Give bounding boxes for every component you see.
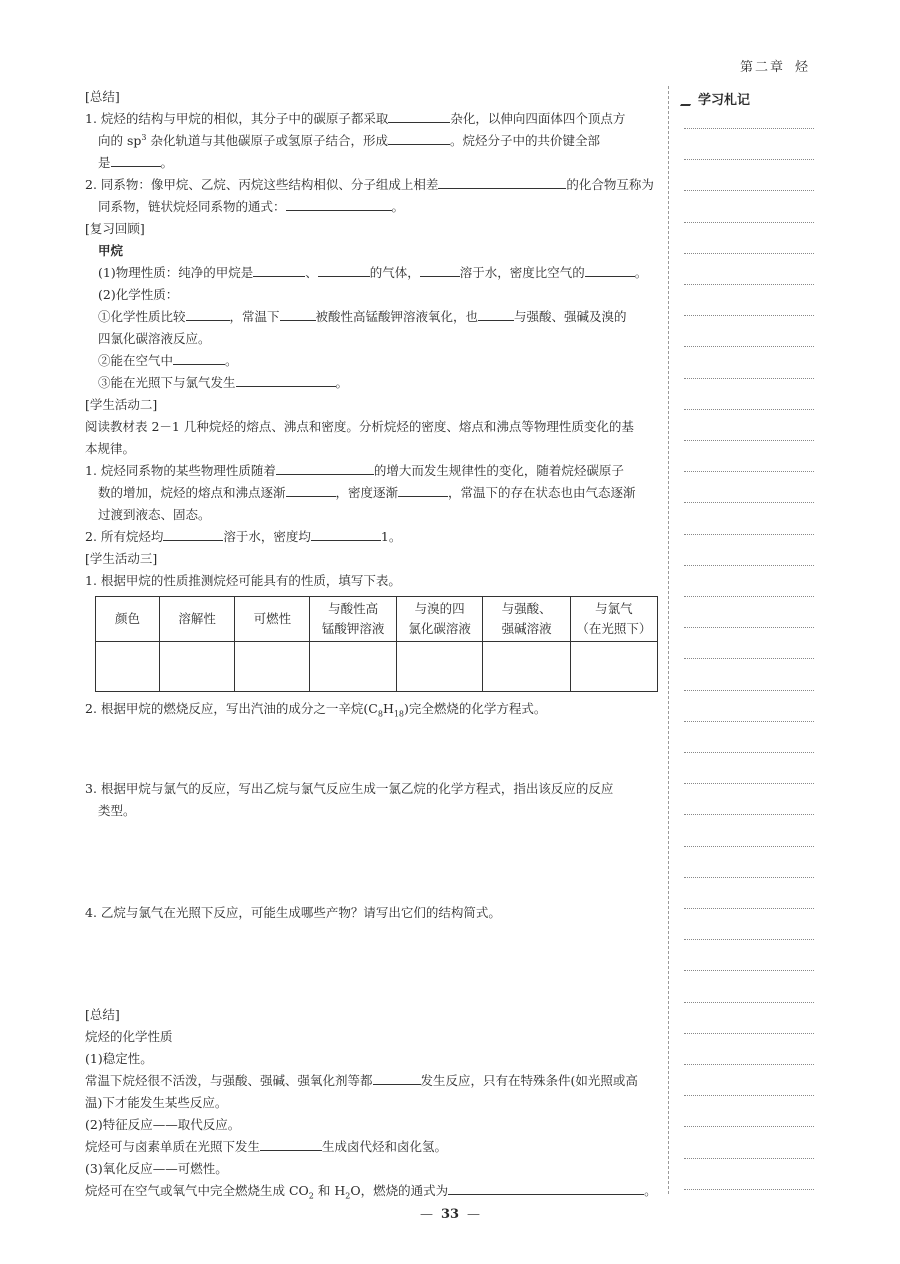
fill-blank[interactable] [111, 152, 161, 167]
table-answer-row [96, 642, 658, 692]
note-line[interactable] [684, 1189, 814, 1190]
summary2-line: (3)氧化反应——可燃性。 [85, 1161, 228, 1176]
activity2-line: 1. 烷烃同系物的某些物理性质随着 的增大而发生规律性的变化，随着烷烃碳原子 [85, 460, 660, 482]
fill-blank[interactable] [448, 1180, 644, 1195]
fill-blank[interactable] [173, 350, 225, 365]
note-line[interactable] [684, 222, 814, 223]
table-header-cell: 与强酸、 强碱溶液 [483, 597, 570, 642]
table-header-cell: 与氯气 （在光照下） [570, 597, 657, 642]
activity2-intro: 阅读教材表 2－1 几种烷烃的熔点、沸点和密度。分析烷烃的密度、熔点和沸点等物理性质变化的基 [85, 419, 634, 434]
fill-blank[interactable] [311, 526, 381, 541]
section-tag: [复习回顾] [85, 221, 145, 236]
fill-blank[interactable] [585, 262, 635, 277]
activity2-line: 2. 所有烷烃均 溶于水，密度均 1。 [85, 526, 660, 548]
fill-blank[interactable] [420, 262, 460, 277]
chapter-title: 烃 [795, 60, 811, 75]
fill-blank[interactable] [286, 482, 336, 497]
fill-blank[interactable] [276, 460, 374, 475]
summary2-line: 烷烃可与卤素单质在光照下发生 生成卤代烃和卤化氢。 [85, 1136, 660, 1158]
table-answer-cell[interactable] [96, 642, 160, 692]
activity3-question: 类型。 [98, 803, 136, 818]
note-line[interactable] [684, 783, 814, 784]
fill-blank[interactable] [398, 482, 448, 497]
note-line[interactable] [684, 1002, 814, 1003]
note-line[interactable] [684, 253, 814, 254]
activity3-question: 3. 根据甲烷与氯气的反应，写出乙烷与氯气反应生成一氯乙烷的化学方程式，指出该反应的反应 [85, 781, 614, 796]
chapter-label: 第二章 [740, 60, 786, 75]
summary2-line: 温)下才能发生某些反应。 [85, 1095, 228, 1110]
activity2-line: 数的增加，烷烃的熔点和沸点逐渐 ，密度逐渐 ，常温下的存在状态也由气态逐渐 [85, 482, 660, 504]
summary1-line: 是 。 [85, 152, 660, 174]
note-line[interactable] [684, 346, 814, 347]
table-header-cell: 可燃性 [235, 597, 310, 642]
note-line[interactable] [684, 128, 814, 129]
answer-space[interactable] [85, 924, 660, 1004]
fill-blank[interactable] [186, 306, 230, 321]
activity3-question: 4. 乙烷与氯气在光照下反应，可能生成哪些产物？请写出它们的结构简式。 [85, 905, 501, 920]
summary2-line: (1)稳定性。 [85, 1051, 153, 1066]
fill-blank[interactable] [438, 174, 566, 189]
note-line[interactable] [684, 534, 814, 535]
summary2-line: 烷烃可在空气或氧气中完全燃烧生成 $CO_2$ 和 $H_2O$，燃烧的通式为 。 [85, 1180, 660, 1202]
table-answer-cell[interactable] [159, 642, 234, 692]
summary2-line: (2)特征反应——取代反应。 [85, 1117, 241, 1132]
table-answer-cell[interactable] [396, 642, 483, 692]
page-number: — 33 — [419, 1207, 481, 1222]
table-header-cell: 颜色 [96, 597, 160, 642]
note-line[interactable] [684, 502, 814, 503]
note-line[interactable] [684, 814, 814, 815]
table-answer-cell[interactable] [310, 642, 397, 692]
summary1-line: 向的 $sp^3$ 杂化轨道与其他碳原子或氢原子结合，形成 。烷烃分子中的共价键全部 [85, 130, 660, 152]
review-line: (1)物理性质：纯净的甲烷是 、 的气体， 溶于水，密度比空气的 。 [85, 262, 660, 284]
note-line[interactable] [684, 315, 814, 316]
fill-blank[interactable] [286, 196, 392, 211]
pen-icon [680, 92, 698, 106]
activity3-question: 1. 根据甲烷的性质推测烷烃可能具有的性质，填写下表。 [85, 573, 401, 588]
note-line[interactable] [684, 846, 814, 847]
note-line[interactable] [684, 471, 814, 472]
table-answer-cell[interactable] [483, 642, 570, 692]
review-line: (2)化学性质： [98, 287, 179, 302]
summary1-line: 2. 同系物：像甲烷、乙烷、丙烷这些结构相似、分子组成上相差 的化合物互称为 [85, 174, 660, 196]
review-line: 四氯化碳溶液反应。 [98, 331, 211, 346]
note-line[interactable] [684, 1095, 814, 1096]
worksheet-content [85, 86, 660, 1202]
fill-blank[interactable] [373, 1070, 421, 1085]
table-header-cell: 与酸性高 锰酸钾溶液 [310, 597, 397, 642]
table-header-cell: 溶解性 [159, 597, 234, 642]
table-answer-cell[interactable] [570, 642, 657, 692]
fill-blank[interactable] [388, 108, 450, 123]
note-line[interactable] [684, 970, 814, 971]
note-line[interactable] [684, 409, 814, 410]
properties-table [95, 596, 658, 692]
activity2-line: 过渡到液态、固态。 [98, 507, 211, 522]
note-line[interactable] [684, 690, 814, 691]
note-line[interactable] [684, 565, 814, 566]
activity2-intro: 本规律。 [85, 441, 136, 456]
fill-blank[interactable] [478, 306, 514, 321]
note-line[interactable] [684, 658, 814, 659]
table-answer-cell[interactable] [235, 642, 310, 692]
review-line: ①化学性质比较 ，常温下 被酸性高锰酸钾溶液氧化，也 与强酸、强碱及溴的 [85, 306, 660, 328]
fill-blank[interactable] [163, 526, 223, 541]
table-header-row [96, 597, 658, 642]
fill-blank[interactable] [236, 372, 336, 387]
fill-blank[interactable] [253, 262, 305, 277]
note-line[interactable] [684, 721, 814, 722]
answer-space[interactable] [85, 720, 660, 778]
notes-heading [684, 89, 750, 108]
summary1-line: 同系物，链状烷烃同系物的通式： 。 [85, 196, 660, 218]
column-divider [668, 86, 669, 1194]
note-line[interactable] [684, 908, 814, 909]
note-line[interactable] [684, 190, 814, 191]
note-line[interactable] [684, 627, 814, 628]
note-line[interactable] [684, 877, 814, 878]
summary1-line: 1. 烷烃的结构与甲烷的相似，其分子中的碳原子都采取 杂化，以伸向四面体四个顶点方 [85, 108, 660, 130]
review-heading: 甲烷 [98, 243, 124, 258]
summary2-line: 常温下烷烃很不活泼，与强酸、强碱、强氧化剂等都 发生反应，只有在特殊条件(如光照或高 [85, 1070, 660, 1092]
note-line[interactable] [684, 1126, 814, 1127]
chapter-header [740, 56, 810, 75]
fill-blank[interactable] [388, 130, 450, 145]
note-line[interactable] [684, 1033, 814, 1034]
notes-title: 学习札记 [698, 93, 751, 108]
section-tag: [总结] [85, 89, 120, 104]
note-line[interactable] [684, 284, 814, 285]
note-line[interactable] [684, 939, 814, 940]
review-line: ②能在空气中 。 [85, 350, 660, 372]
section-tag: [总结] [85, 1007, 120, 1022]
note-line[interactable] [684, 1158, 814, 1159]
note-line[interactable] [684, 596, 814, 597]
note-line[interactable] [684, 752, 814, 753]
note-line[interactable] [684, 159, 814, 160]
review-line: ③能在光照下与氯气发生 。 [85, 372, 660, 394]
summary2-heading: 烷烃的化学性质 [85, 1029, 173, 1044]
fill-blank[interactable] [318, 262, 370, 277]
activity3-question: 2. 根据甲烷的燃烧反应，写出汽油的成分之一辛烷$(C_8H_{18})$完全燃烧的化学方程式。 [85, 701, 547, 719]
section-tag: [学生活动三] [85, 551, 158, 566]
section-tag: [学生活动二] [85, 397, 158, 412]
note-line[interactable] [684, 378, 814, 379]
fill-blank[interactable] [260, 1136, 322, 1151]
table-header-cell: 与溴的四 氯化碳溶液 [396, 597, 483, 642]
note-line[interactable] [684, 440, 814, 441]
note-line[interactable] [684, 1064, 814, 1065]
fill-blank[interactable] [280, 306, 316, 321]
answer-space[interactable] [85, 822, 660, 902]
